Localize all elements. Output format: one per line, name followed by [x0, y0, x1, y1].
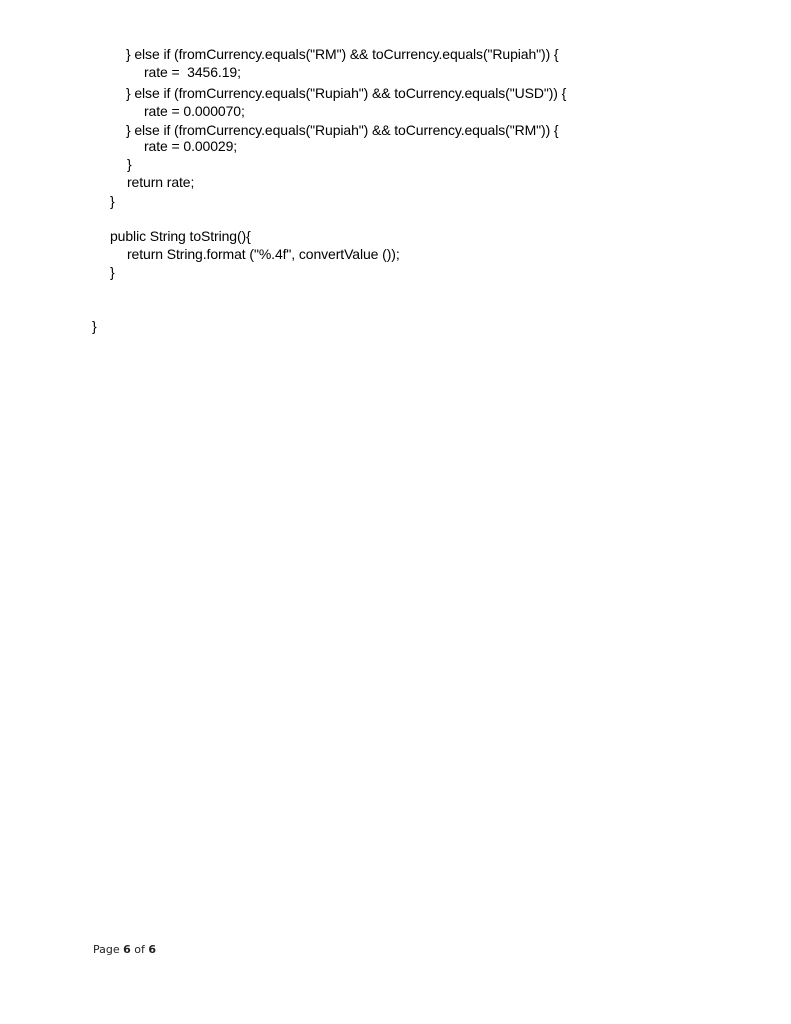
code-line: } — [127, 156, 132, 172]
code-line: } else if (fromCurrency.equals("RM") && toCurrency.equals("Rupiah")) { — [126, 46, 559, 62]
page-footer — [93, 943, 156, 957]
code-line: rate = 3456.19; — [144, 64, 241, 80]
total-pages-number: 6 — [148, 943, 157, 956]
of-word: of — [134, 943, 145, 956]
code-line: } else if (fromCurrency.equals("Rupiah") && toCurrency.equals("RM")) { — [126, 122, 559, 138]
code-line: } — [110, 264, 115, 280]
code-line: } else if (fromCurrency.equals("Rupiah") && toCurrency.equals("USD")) { — [126, 85, 567, 101]
code-line: } — [110, 193, 115, 209]
current-page-number: 6 — [123, 943, 131, 956]
code-line: public String toString(){ — [110, 228, 251, 244]
page-word: Page — [93, 943, 120, 956]
code-line: } — [92, 318, 97, 334]
code-line: rate = 0.00029; — [144, 138, 238, 154]
code-line: rate = 0.000070; — [144, 103, 245, 119]
code-line: return rate; — [127, 174, 195, 190]
code-line: return String.format ("%.4f", convertValue ()); — [127, 246, 400, 262]
